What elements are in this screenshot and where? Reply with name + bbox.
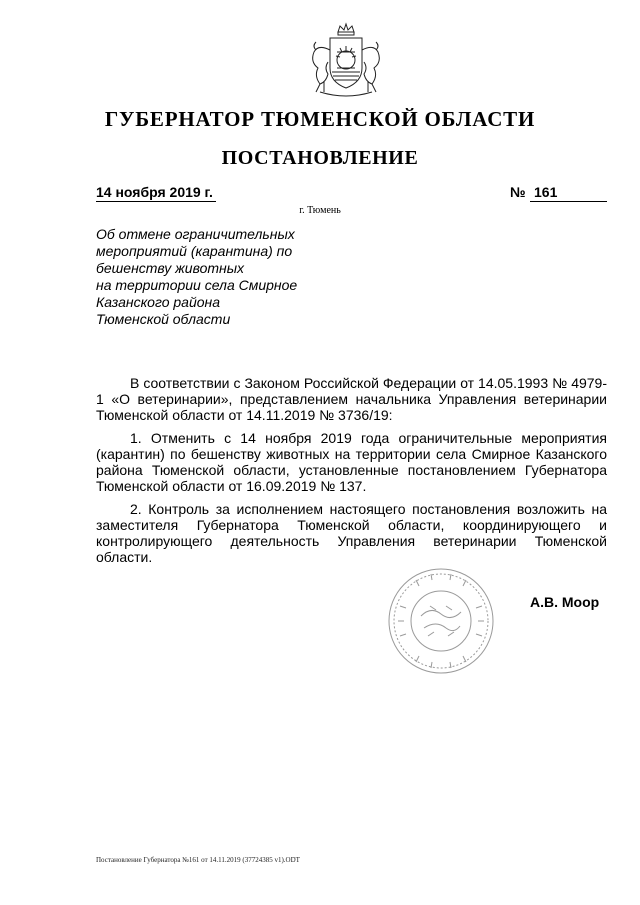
subject-line: на территории села Смирное [96,277,298,293]
signer-name: А.В. Моор [530,594,600,610]
document-subject [96,226,316,328]
subject-line: мероприятий (карантина) по [96,243,293,259]
city-label: г. Тюмень [299,205,341,216]
document-date: 14 ноября 2019 г. [96,184,216,202]
body-paragraph-preamble: В соответствии с Законом Российской Федерации от 14.05.1993 № 4979-1 «О ветеринарии», представлением начальника Управления ветеринарии Тюменской области от 14.11.2019 № 3736/19: [96,375,607,423]
subject-line: бешенству животных [96,260,245,276]
number-sign: № [510,184,526,200]
authority-title: ГУБЕРНАТОР ТЮМЕНСКОЙ ОБЛАСТИ [104,107,536,131]
document-footer: Постановление Губернатора №161 от 14.11.2019 (37724385 v1).ODT [96,856,300,864]
document-type-title: ПОСТАНОВЛЕНИЕ [221,147,419,169]
official-seal-stamp [386,566,496,676]
subject-line: Казанского района [96,294,221,310]
body-paragraph-item-2: 2. Контроль за исполнением настоящего постановления возложить на заместителя Губернатора Тюменской области, координирующего и контролирующего деятельность Управления ветеринарии Тюменской области. [96,501,607,565]
subject-line: Тюменской области [96,311,231,327]
document-body [96,375,607,572]
subject-line: Об отмене ограничительных [96,226,295,242]
document-number: 161 [530,184,607,202]
coat-of-arms-emblem [300,22,392,100]
body-paragraph-item-1: 1. Отменить с 14 ноября 2019 года ограничительные мероприятия (карантин) по бешенству животных на территории села Смирное Казанского района Тюменской области, установленные постановлением Губернатора Тюменской области от 16.09.2019 № 137. [96,430,607,494]
